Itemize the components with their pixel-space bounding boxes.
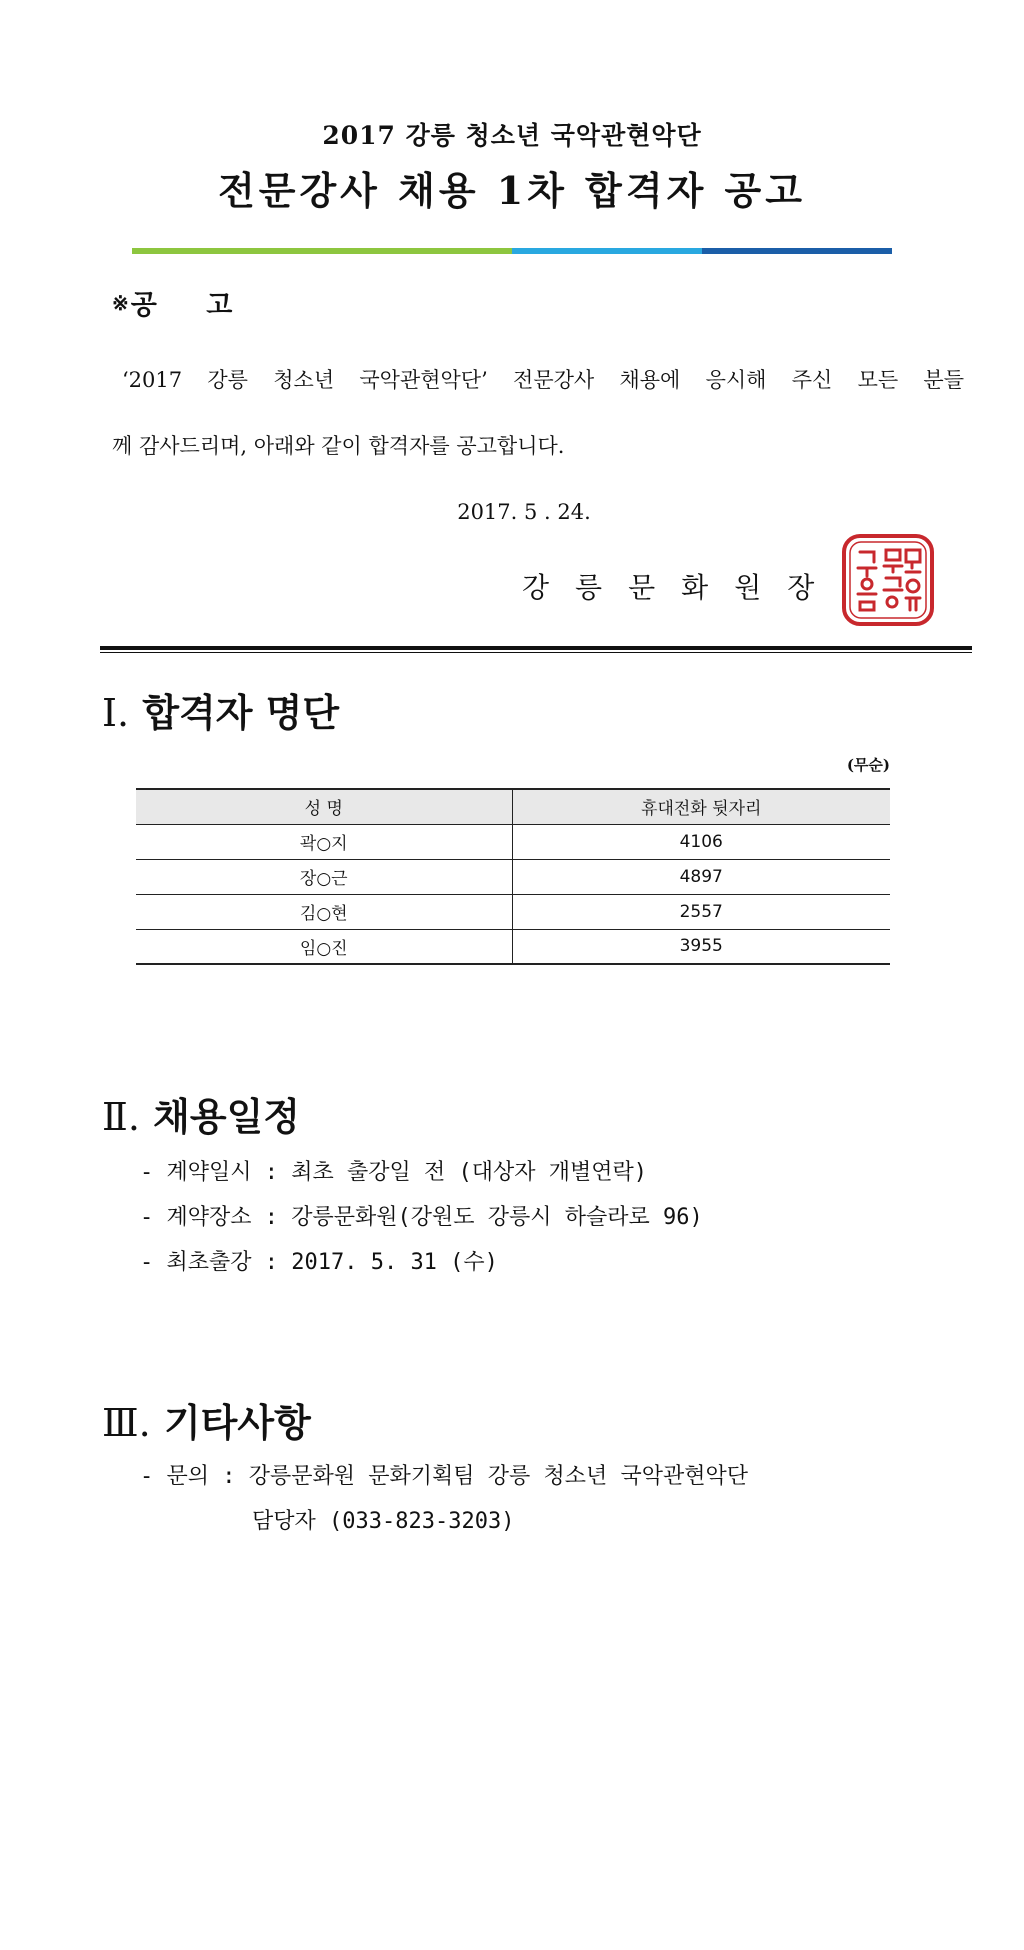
section-1-title: 합격자 명단 xyxy=(142,690,340,735)
section-2-title: 채용일정 xyxy=(153,1094,300,1139)
list-item: - 최초출강 : 2017. 5. 31 (수) xyxy=(140,1250,498,1275)
phone-last-digits: 2557 xyxy=(512,894,890,929)
section-1-number: Ⅰ. xyxy=(102,691,130,735)
table-header-row xyxy=(136,789,890,824)
document-subtitle: 2017 강릉 청소년 국악관현악단 xyxy=(322,121,702,150)
table-row xyxy=(136,859,890,894)
color-bar-light-blue xyxy=(512,248,702,254)
list-item: - 계약장소 : 강릉문화원(강원도 강릉시 하슬라로 96) xyxy=(140,1205,703,1230)
issuing-organization: 강릉문화원장 xyxy=(522,571,841,604)
header-divider-thick xyxy=(100,646,972,650)
header-divider-thin xyxy=(100,652,972,653)
candidate-name: 김○현 xyxy=(136,894,512,929)
column-header-name: 성 명 xyxy=(136,789,512,824)
notice-heading-label: 공 고 xyxy=(130,290,253,321)
contact-phone-line: 담당자 (033-823-3203) xyxy=(252,1509,515,1534)
phone-last-digits: 4106 xyxy=(512,824,890,859)
candidate-name: 장○근 xyxy=(136,859,512,894)
schedule-list xyxy=(140,1150,703,1285)
color-bar-dark-blue xyxy=(702,248,892,254)
notice-date: 2017. 5 . 24. xyxy=(457,500,591,524)
section-3-title: 기타사항 xyxy=(163,1400,311,1445)
notice-heading xyxy=(112,283,252,322)
table-row xyxy=(136,824,890,859)
phone-last-digits: 4897 xyxy=(512,859,890,894)
contact-inquiry-line: - 문의 : 강릉문화원 문화기획팀 강릉 청소년 국악관현악단 xyxy=(140,1464,749,1489)
table-row xyxy=(136,894,890,929)
official-seal-stamp xyxy=(840,532,936,628)
order-note: (무순) xyxy=(846,756,890,774)
section-3-heading xyxy=(102,1392,311,1447)
list-item: - 계약일시 : 최초 출강일 전 (대상자 개별연락) xyxy=(140,1160,647,1185)
column-header-phone: 휴대전화 뒷자리 xyxy=(512,789,890,824)
table-row xyxy=(136,929,890,964)
section-1-heading xyxy=(102,682,339,737)
candidate-name: 임○진 xyxy=(136,929,512,964)
successful-candidates-table xyxy=(136,788,890,965)
color-bar-green xyxy=(132,248,512,254)
candidate-name: 곽○지 xyxy=(136,824,512,859)
section-2-heading xyxy=(102,1086,300,1141)
section-2-number: Ⅱ. xyxy=(102,1095,140,1139)
title-color-bar xyxy=(132,248,892,254)
document-title: 전문강사 채용 1차 합격자 공고 xyxy=(218,168,806,213)
phone-last-digits: 3955 xyxy=(512,929,890,964)
reference-mark: ※ xyxy=(112,291,131,315)
notice-body-line-1: ‘2017 강릉 청소년 국악관현악단’ 전문강사 채용에 응시해 주신 모든 분들 xyxy=(122,368,964,392)
contact-info-list xyxy=(140,1454,748,1544)
notice-body-line-2: 께 감사드리며, 아래와 같이 합격자를 공고합니다. xyxy=(112,434,565,458)
section-3-number: Ⅲ. xyxy=(102,1401,151,1445)
